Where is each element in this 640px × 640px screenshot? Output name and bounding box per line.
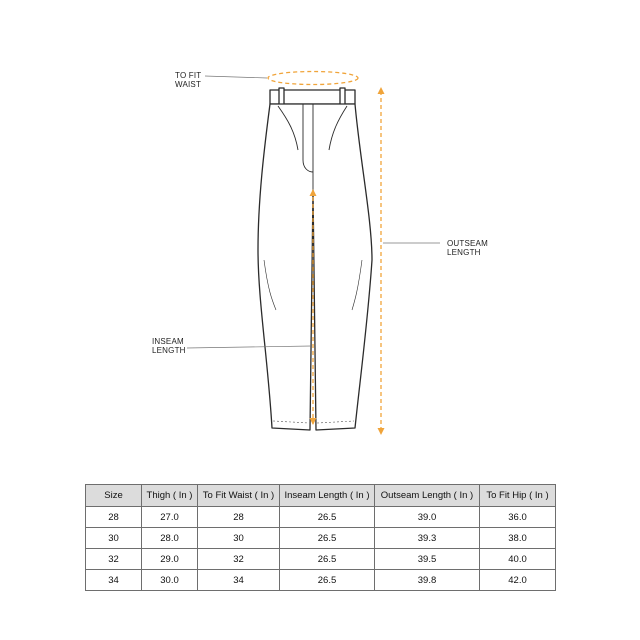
cell-waist: 34 — [198, 570, 280, 591]
cell-outseam: 39.0 — [375, 507, 480, 528]
cell-size: 34 — [86, 570, 142, 591]
cell-size: 28 — [86, 507, 142, 528]
size-chart-table — [85, 484, 556, 591]
waist-measure-ellipse — [268, 72, 358, 85]
cell-hip: 38.0 — [480, 528, 556, 549]
cell-hip: 42.0 — [480, 570, 556, 591]
cell-size: 32 — [86, 549, 142, 570]
inseam-label-line1: INSEAM — [152, 337, 184, 346]
cell-inseam: 26.5 — [280, 507, 375, 528]
header-inseam: Inseam Length ( In ) — [280, 485, 375, 507]
outseam-label-line1: OUTSEAM — [447, 239, 488, 248]
inseam-label — [152, 337, 186, 355]
outseam-label — [447, 239, 488, 257]
cell-thigh: 27.0 — [142, 507, 198, 528]
header-hip: To Fit Hip ( In ) — [480, 485, 556, 507]
cell-outseam: 39.5 — [375, 549, 480, 570]
waist-label-line2: WAIST — [175, 80, 202, 89]
cell-thigh: 30.0 — [142, 570, 198, 591]
waist-label-line1: TO FIT — [175, 71, 202, 80]
table-row — [86, 507, 556, 528]
outseam-arrow-bottom — [378, 428, 385, 435]
trousers-outline — [258, 88, 372, 430]
cell-inseam: 26.5 — [280, 528, 375, 549]
inseam-label-line2: LENGTH — [152, 346, 186, 355]
table-row — [86, 528, 556, 549]
cell-thigh: 28.0 — [142, 528, 198, 549]
header-size: Size — [86, 485, 142, 507]
cell-inseam: 26.5 — [280, 549, 375, 570]
header-thigh: Thigh ( In ) — [142, 485, 198, 507]
cell-thigh: 29.0 — [142, 549, 198, 570]
waist-leader-line — [205, 76, 267, 78]
table-row — [86, 570, 556, 591]
waist-label — [175, 71, 201, 89]
cell-hip: 36.0 — [480, 507, 556, 528]
cell-size: 30 — [86, 528, 142, 549]
header-waist: To Fit Waist ( In ) — [198, 485, 280, 507]
cell-hip: 40.0 — [480, 549, 556, 570]
cell-waist: 32 — [198, 549, 280, 570]
cell-outseam: 39.3 — [375, 528, 480, 549]
table-row — [86, 549, 556, 570]
table-header-row — [86, 485, 556, 507]
cell-waist: 30 — [198, 528, 280, 549]
outseam-label-line2: LENGTH — [447, 248, 481, 257]
outseam-arrow-top — [378, 87, 385, 94]
cell-inseam: 26.5 — [280, 570, 375, 591]
cell-waist: 28 — [198, 507, 280, 528]
cell-outseam: 39.8 — [375, 570, 480, 591]
header-outseam: Outseam Length ( In ) — [375, 485, 480, 507]
